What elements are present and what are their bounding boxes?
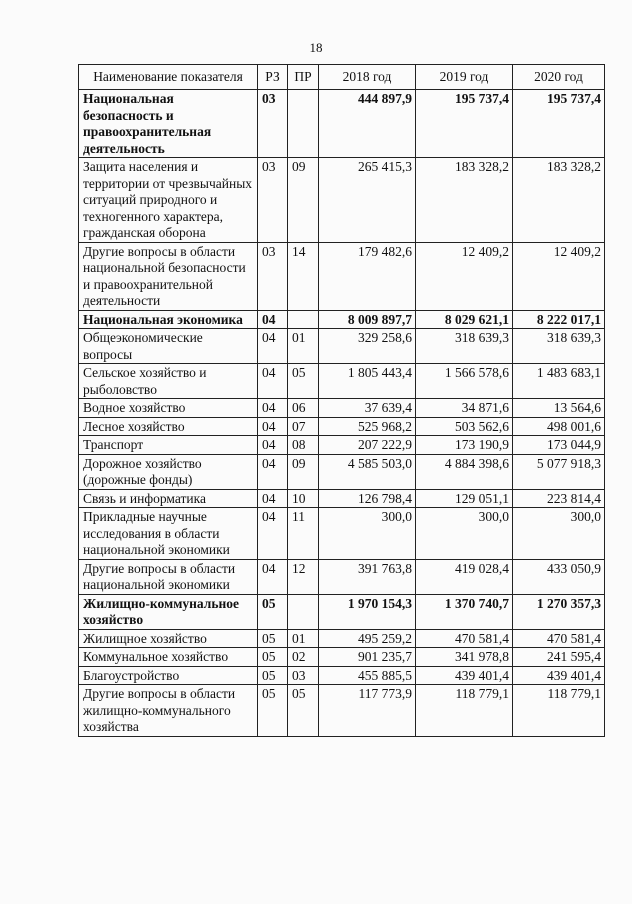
row-name: Благоустройство (79, 666, 258, 685)
header-2020: 2020 год (513, 65, 605, 90)
table-row (79, 508, 605, 560)
row-value-2018: 444 897,9 (319, 90, 416, 158)
row-rz-code: 04 (258, 559, 288, 594)
row-value-2020: 1 270 357,3 (513, 594, 605, 629)
row-value-2019: 183 328,2 (416, 158, 513, 243)
header-pr: ПР (288, 65, 319, 90)
row-rz-code: 05 (258, 666, 288, 685)
row-name: Лесное хозяйство (79, 417, 258, 436)
row-rz-code: 04 (258, 399, 288, 418)
row-value-2018: 329 258,6 (319, 329, 416, 364)
row-value-2019: 8 029 621,1 (416, 310, 513, 329)
row-value-2020: 1 483 683,1 (513, 364, 605, 399)
header-name: Наименование показателя (79, 65, 258, 90)
row-value-2020: 318 639,3 (513, 329, 605, 364)
header-rz: РЗ (258, 65, 288, 90)
row-pr-code (288, 90, 319, 158)
table-row (79, 364, 605, 399)
row-pr-code: 14 (288, 242, 319, 310)
budget-table (78, 64, 605, 737)
row-value-2020: 195 737,4 (513, 90, 605, 158)
table-row (79, 158, 605, 243)
row-rz-code: 04 (258, 364, 288, 399)
row-rz-code: 03 (258, 242, 288, 310)
row-value-2018: 207 222,9 (319, 436, 416, 455)
row-value-2019: 470 581,4 (416, 629, 513, 648)
row-value-2018: 8 009 897,7 (319, 310, 416, 329)
row-value-2019: 419 028,4 (416, 559, 513, 594)
table-row (79, 436, 605, 455)
row-pr-code: 05 (288, 364, 319, 399)
section-row (79, 90, 605, 158)
row-value-2018: 37 639,4 (319, 399, 416, 418)
row-value-2019: 195 737,4 (416, 90, 513, 158)
row-rz-code: 04 (258, 329, 288, 364)
row-value-2020: 300,0 (513, 508, 605, 560)
table-row (79, 399, 605, 418)
row-pr-code: 02 (288, 648, 319, 667)
row-pr-code: 10 (288, 489, 319, 508)
row-rz-code: 04 (258, 310, 288, 329)
row-pr-code: 01 (288, 329, 319, 364)
row-value-2018: 179 482,6 (319, 242, 416, 310)
row-pr-code: 03 (288, 666, 319, 685)
row-value-2019: 1 370 740,7 (416, 594, 513, 629)
table-row (79, 489, 605, 508)
row-value-2020: 470 581,4 (513, 629, 605, 648)
row-rz-code: 04 (258, 436, 288, 455)
row-rz-code: 05 (258, 648, 288, 667)
row-value-2020: 241 595,4 (513, 648, 605, 667)
row-value-2018: 4 585 503,0 (319, 454, 416, 489)
row-value-2018: 455 885,5 (319, 666, 416, 685)
row-value-2018: 265 415,3 (319, 158, 416, 243)
row-value-2020: 8 222 017,1 (513, 310, 605, 329)
row-rz-code: 05 (258, 685, 288, 737)
row-value-2018: 525 968,2 (319, 417, 416, 436)
row-value-2018: 126 798,4 (319, 489, 416, 508)
table-row (79, 417, 605, 436)
row-name: Прикладные научные исследования в области национальной экономики (79, 508, 258, 560)
row-name: Другие вопросы в области национальной экономики (79, 559, 258, 594)
row-rz-code: 05 (258, 629, 288, 648)
table-row (79, 685, 605, 737)
row-rz-code: 03 (258, 90, 288, 158)
row-value-2020: 223 814,4 (513, 489, 605, 508)
table-row (79, 666, 605, 685)
row-value-2019: 173 190,9 (416, 436, 513, 455)
row-pr-code: 12 (288, 559, 319, 594)
row-value-2020: 498 001,6 (513, 417, 605, 436)
row-name: Защита населения и территории от чрезвычайных ситуаций природного и техногенного характера, гражданская оборона (79, 158, 258, 243)
row-value-2020: 5 077 918,3 (513, 454, 605, 489)
row-value-2020: 183 328,2 (513, 158, 605, 243)
row-name: Жилищное хозяйство (79, 629, 258, 648)
row-rz-code: 04 (258, 489, 288, 508)
row-pr-code: 01 (288, 629, 319, 648)
row-value-2019: 129 051,1 (416, 489, 513, 508)
table-row (79, 648, 605, 667)
table-row (79, 454, 605, 489)
row-value-2019: 4 884 398,6 (416, 454, 513, 489)
row-name: Транспорт (79, 436, 258, 455)
row-value-2019: 118 779,1 (416, 685, 513, 737)
row-name: Жилищно-коммунальное хозяйство (79, 594, 258, 629)
row-rz-code: 04 (258, 417, 288, 436)
row-value-2019: 341 978,8 (416, 648, 513, 667)
row-pr-code (288, 310, 319, 329)
row-value-2019: 503 562,6 (416, 417, 513, 436)
table-header-row (79, 65, 605, 90)
table-row (79, 559, 605, 594)
row-name: Водное хозяйство (79, 399, 258, 418)
row-value-2019: 12 409,2 (416, 242, 513, 310)
row-name: Национальная экономика (79, 310, 258, 329)
row-value-2019: 439 401,4 (416, 666, 513, 685)
row-value-2020: 12 409,2 (513, 242, 605, 310)
row-name: Другие вопросы в области национальной безопасности и правоохранительной деятельности (79, 242, 258, 310)
header-2018: 2018 год (319, 65, 416, 90)
row-value-2020: 433 050,9 (513, 559, 605, 594)
row-value-2018: 1 970 154,3 (319, 594, 416, 629)
row-value-2018: 1 805 443,4 (319, 364, 416, 399)
row-value-2019: 300,0 (416, 508, 513, 560)
row-value-2019: 318 639,3 (416, 329, 513, 364)
row-pr-code: 09 (288, 454, 319, 489)
row-pr-code (288, 594, 319, 629)
page-number: 18 (309, 40, 323, 55)
row-name: Коммунальное хозяйство (79, 648, 258, 667)
table-row (79, 329, 605, 364)
section-row (79, 594, 605, 629)
row-value-2020: 13 564,6 (513, 399, 605, 418)
row-name: Связь и информатика (79, 489, 258, 508)
row-pr-code: 06 (288, 399, 319, 418)
row-name: Национальная безопасность и правоохранительная деятельность (79, 90, 258, 158)
row-name: Дорожное хозяйство (дорожные фонды) (79, 454, 258, 489)
row-name: Сельское хозяйство и рыболовство (79, 364, 258, 399)
row-value-2018: 300,0 (319, 508, 416, 560)
row-value-2019: 1 566 578,6 (416, 364, 513, 399)
row-pr-code: 05 (288, 685, 319, 737)
row-value-2020: 118 779,1 (513, 685, 605, 737)
row-pr-code: 08 (288, 436, 319, 455)
row-name: Общеэкономические вопросы (79, 329, 258, 364)
row-pr-code: 09 (288, 158, 319, 243)
row-value-2020: 439 401,4 (513, 666, 605, 685)
row-rz-code: 05 (258, 594, 288, 629)
row-pr-code: 11 (288, 508, 319, 560)
row-rz-code: 03 (258, 158, 288, 243)
header-2019: 2019 год (416, 65, 513, 90)
row-value-2018: 391 763,8 (319, 559, 416, 594)
section-row (79, 310, 605, 329)
row-rz-code: 04 (258, 454, 288, 489)
row-value-2018: 495 259,2 (319, 629, 416, 648)
row-value-2018: 901 235,7 (319, 648, 416, 667)
row-value-2018: 117 773,9 (319, 685, 416, 737)
row-name: Другие вопросы в области жилищно-коммунального хозяйства (79, 685, 258, 737)
table-row (79, 629, 605, 648)
table-row (79, 242, 605, 310)
row-value-2019: 34 871,6 (416, 399, 513, 418)
row-value-2020: 173 044,9 (513, 436, 605, 455)
row-pr-code: 07 (288, 417, 319, 436)
row-rz-code: 04 (258, 508, 288, 560)
